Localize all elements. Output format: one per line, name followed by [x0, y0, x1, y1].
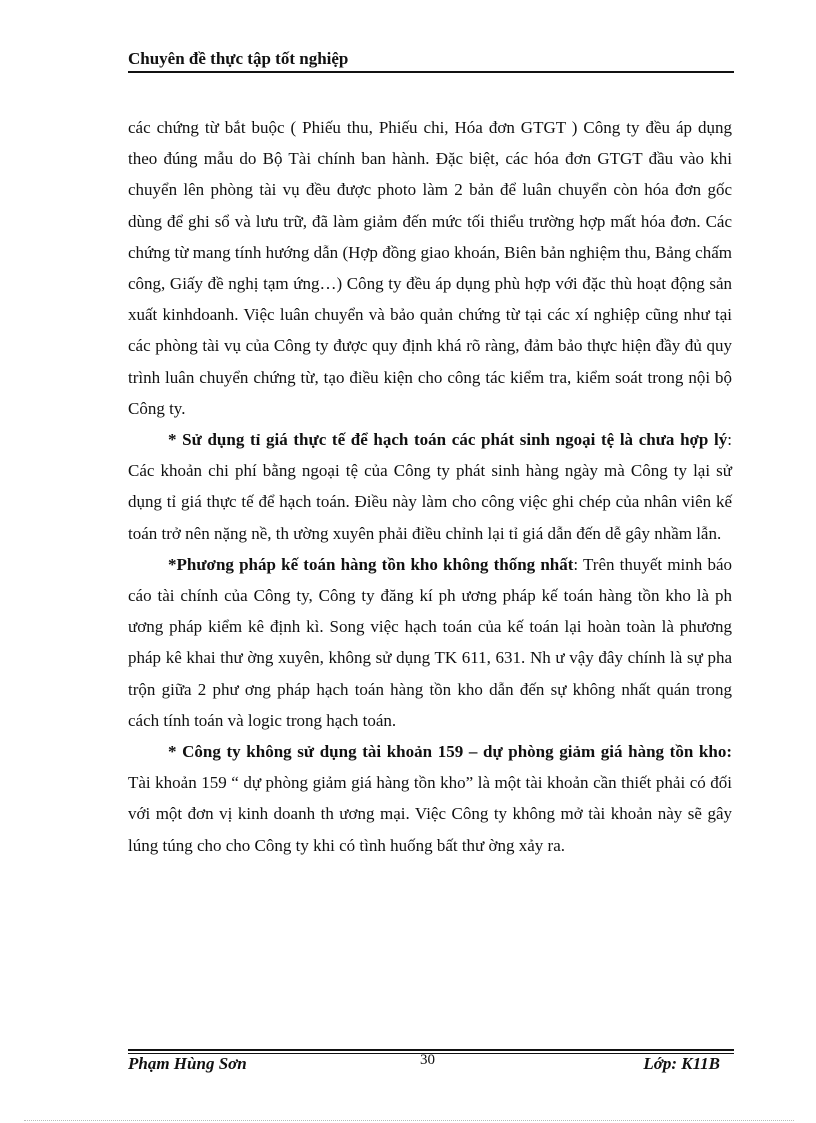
paragraph-inventory-method — [128, 549, 732, 736]
paragraph-text: : Các khoản chi phí bằng ngoại tệ của Công ty phát sinh hàng ngày mà Công ty lại sử dụng tỉ giá thực tế để hạch toán. Điều này làm cho công việc ghi chép của nhân viên kế toán trở nên nặng nề, th ường xuyên phải điều chỉnh lại tỉ giá dẫn đến dễ gây nhầm lẫn. — [128, 430, 732, 543]
paragraph-lead: * Công ty không sử dụng tài khoản 159 – dự phòng giảm giá hàng tồn kho: — [168, 742, 732, 762]
header-title: Chuyên đề thực tập tốt nghiệp — [128, 49, 349, 68]
paragraph-lead: * Sử dụng tỉ giá thực tế để hạch toán các phát sinh ngoại tệ là chưa hợp lý — [168, 430, 728, 450]
page-number: 30 — [420, 1052, 435, 1068]
footer-author: Phạm Hùng Sơn — [128, 1054, 247, 1073]
footer-divider — [128, 1049, 734, 1051]
footer-class-label: Lớp: K11B — [643, 1054, 720, 1073]
paragraph-text: : Trên thuyết minh báo cáo tài chính của Công ty, Công ty đăng kí ph ương pháp kế toán hàng tồn kho là ph ương pháp kiểm kê định kì. Song việc hạch toán của kế toán lại hoàn toàn là phương pháp kê khai thư ờng xuyên, không sử dụng TK 611, 631. Nh ư vậy đây chính là sự pha trộn giữa 2 phư ơng pháp hạch toán hàng tồn kho dẫn đến sự không nhất quán trong cách tính toán và logic trong hạch toán. — [128, 554, 732, 730]
document-body — [128, 112, 732, 861]
page-bottom-edge — [24, 1120, 794, 1121]
paragraph-text: các chứng từ bắt buộc ( Phiếu thu, Phiếu chi, Hóa đơn GTGT ) Công ty đều áp dụng theo đúng mẫu do Bộ Tài chính ban hành. Đặc biệt, các hóa đơn GTGT đầu vào khi chuyển lên phòng tài vụ đều được photo làm 2 bản để luân chuyển còn hóa đơn gốc dùng để ghi sổ và lưu trữ, đã làm giảm đến mức tối thiểu trường hợp mất hóa đơn. Các chứng từ mang tính hướng dẫn (Hợp đồng giao khoán, Biên bản nghiệm thu, Bảng chấm công, Giấy đề nghị tạm ứng…) Công ty đều áp dụng phù hợp với đặc thù hoạt động sản xuất kinhdoanh. Việc luân chuyển và bảo quản chứng từ tại các xí nghiệp cũng như tại các phòng tài vụ của Công ty được quy định khá rõ ràng, đảm bảo thực hiện đầy đủ quy trình luân chuyển chứng từ, tạo điều kiện cho công tác kiểm tra, kiểm soát trong nội bộ Công ty. — [128, 118, 732, 418]
paragraph-lead: *Phương pháp kế toán hàng tồn kho không thống nhất — [168, 554, 574, 574]
paragraph-account-159 — [128, 736, 732, 861]
header-divider — [128, 71, 734, 73]
paragraph-vouchers — [128, 112, 732, 424]
paragraph-text: Tài khoản 159 “ dự phòng giảm giá hàng tồn kho” là một tài khoản cần thiết phải có đối với một đơn vị kinh doanh th ương mại. Việc Công ty không mở tài khoản này sẽ gây lúng túng cho cho Công ty khi có tình huống bất thư ờng xảy ra. — [128, 773, 732, 855]
paragraph-exchange-rate — [128, 424, 732, 549]
